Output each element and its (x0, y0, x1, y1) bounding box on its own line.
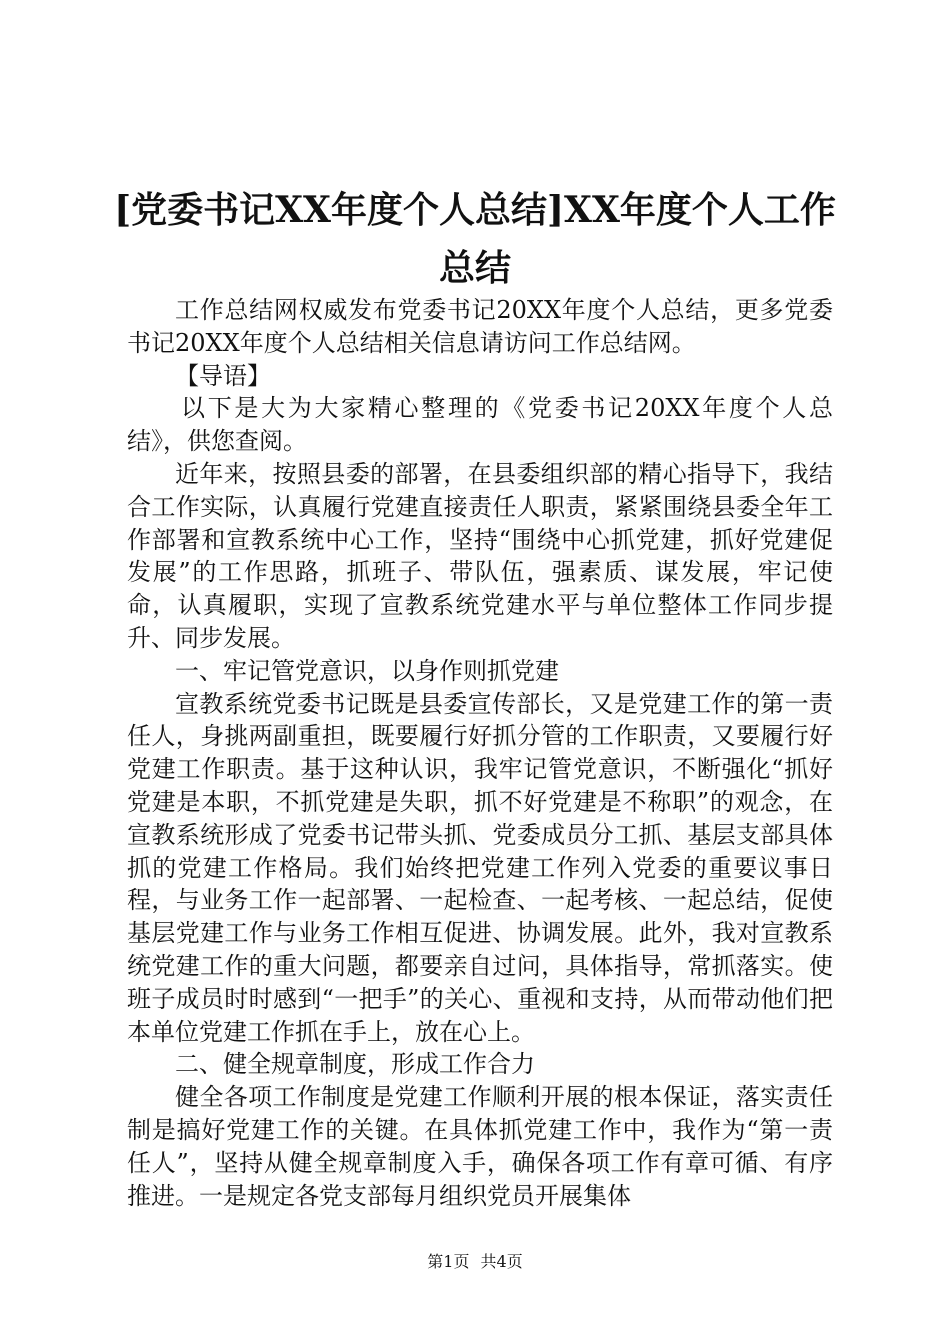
document-title-line-1: [党委书记XX年度个人总结]XX年度个人工作 (114, 189, 836, 231)
page-footer (0, 1252, 950, 1272)
paragraph-overview: 近年来，按照县委的部署，在县委组织部的精心指导下，我结合工作实际，认真履行党建直接责任人职责，紧紧围绕县委全年工作部署和宣教系统中心工作，坚持“围绕中心抓党建，抓好党建促发展”的工作思路，抓班子、带队伍，强素质、谋发展，牢记使命，认真履职，实现了宣教系统党建水平与单位整体工作同步提升、同步发展。 (127, 459, 833, 652)
paragraph-section-1: 宣教系统党委书记既是县委宣传部长，又是党建工作的第一责任人，身挑两副重担，既要履行好抓分管的工作职责，又要履行好党建工作职责。基于这种认识，我牢记管党意识，不断强化“抓好党建是本职，不抓党建是失职，抓不好党建是不称职”的观念，在宣教系统形成了党委书记带头抓、党委成员分工抓、基层支部具体抓的党建工作格局。我们始终把党建工作列入党委的重要议事日程，与业务工作一起部署、一起检查、一起考核、一起总结，促使基层党建工作与业务工作相互促进、协调发展。此外，我对宣教系统党建工作的重大问题，都要亲自过问，具体指导，常抓落实。使班子成员时时感到“一把手”的关心、重视和支持，从而带动他们把本单位党建工作抓在手上，放在心上。 (127, 689, 833, 1046)
paragraph-section-2: 健全各项工作制度是党建工作顺利开展的根本保证，落实责任制是搞好党建工作的关键。在具体抓党建工作中，我作为“第一责任人”，坚持从健全规章制度入手，确保各项工作有章可循、有序推进。一是规定各党支部每月组织党员开展集体 (127, 1083, 833, 1210)
document-title-line-2: 总结 (438, 247, 511, 289)
section-heading-2: 二、健全规章制度，形成工作合力 (175, 1050, 535, 1079)
paragraph-lead-heading: 【导语】 (175, 361, 271, 390)
page-total: 共4页 (480, 1252, 523, 1271)
document-body (127, 294, 833, 1212)
page-number: 第1页 (427, 1252, 470, 1271)
paragraph-intro: 工作总结网权威发布党委书记20XX年度个人总结，更多党委书记20XX年度个人总结相关信息请访问工作总结网。 (127, 296, 833, 357)
paragraph-lead: 以下是大为大家精心整理的《党委书记20XX年度个人总结》，供您查阅。 (127, 394, 833, 456)
section-heading-1: 一、牢记管党意识，以身作则抓党建 (175, 656, 559, 685)
